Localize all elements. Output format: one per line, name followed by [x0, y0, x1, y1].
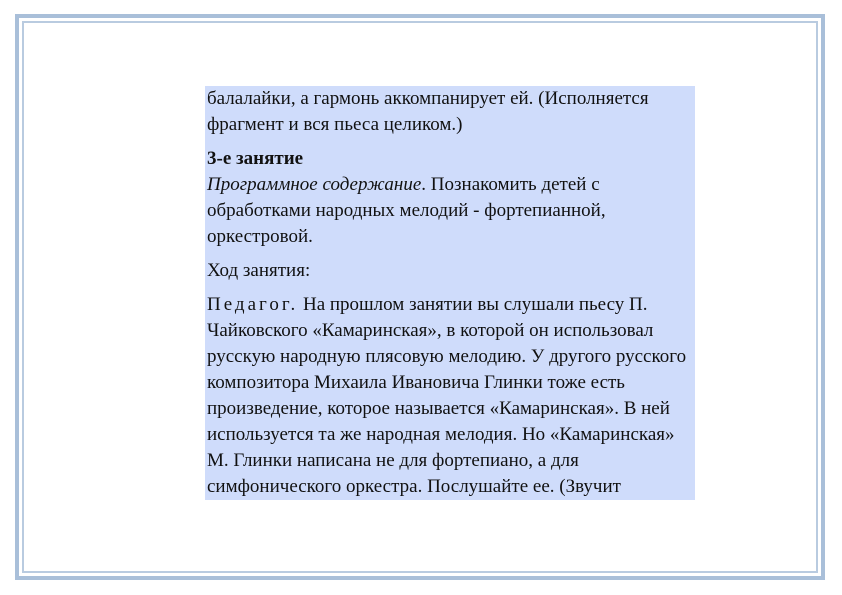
- teacher-label: Педагог.: [207, 294, 299, 315]
- paragraph-intro: балалайки, а гармонь аккомпанирует ей. (Исполняется фрагмент и вся пьеса целиком.): [207, 88, 649, 135]
- teacher-paragraph: [207, 292, 695, 500]
- program-text: . Познакомить детей с обработками народных мелодий - фортепианной, оркестровой.: [207, 174, 606, 247]
- program-label: Программное содержание: [207, 174, 422, 195]
- lesson-text-box: [205, 86, 695, 500]
- program-paragraph: [207, 172, 695, 250]
- lesson-heading: 3-е занятие: [207, 148, 304, 169]
- lesson-course-label: Ход занятия:: [207, 260, 311, 281]
- teacher-text: На прошлом занятии вы слушали пьесу П. Чайковского «Камаринская», в которой он использовал русскую народную плясовую мелодию. У другого русского композитора Михаила Ивановича Глинки тоже есть произведение, которое называется «Камаринская». В ней используется та же народная мелодия. Но «Камаринская» М. Глинки написана не для фортепиано, а для симфонического оркестра. Послушайте ее. (Звучит: [207, 294, 687, 497]
